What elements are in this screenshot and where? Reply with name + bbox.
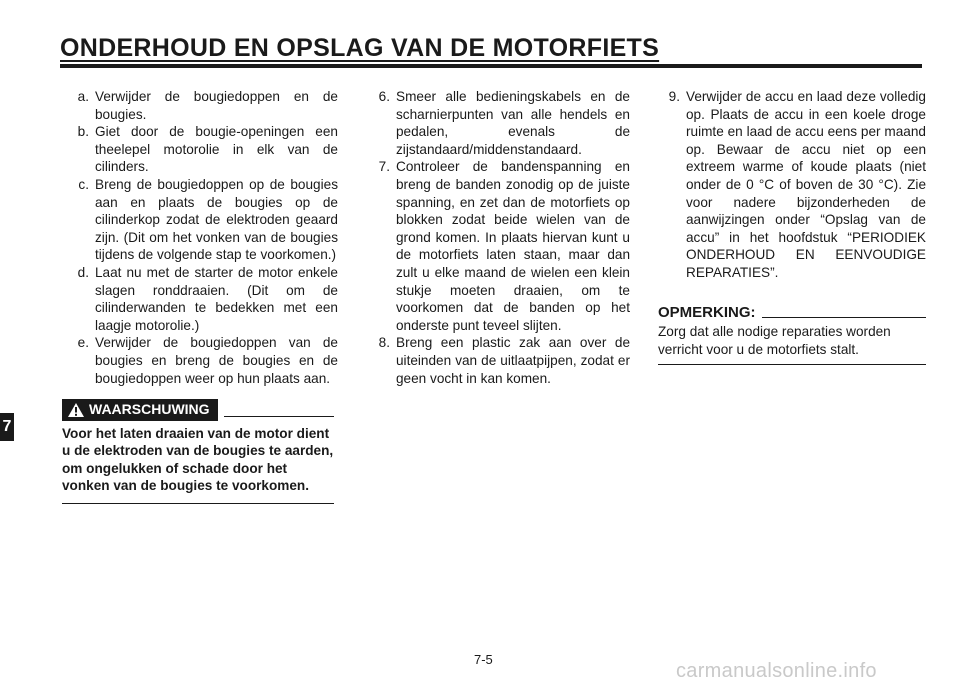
list-item [62,334,338,387]
list-item [368,334,630,387]
title-underline-rule [60,64,922,68]
list-item-text: Smeer alle bedieningskabels en de scharnierpunten van alle hendels en pedalen, evenals de zijstandaard/middenstandaard. [396,89,630,157]
list-item-text: Giet door de bougie-openingen een theelepel motorolie in elk van de cilinders. [95,124,338,175]
list-item [62,123,338,176]
column-1 [62,88,338,504]
list-item [658,88,926,282]
list-marker: a. [77,89,89,104]
chapter-tab: 7 [0,413,14,441]
note-box [658,304,926,366]
list-item-text: Verwijder de bougiedoppen van de bougies en breng de bougies en de bougiedoppen weer op hun plaats aan. [95,335,338,386]
warning-text: Voor het laten draaien van de motor dient u de elektroden van de bougies te aarden, om ongelukken of schade door het vonken van de bougies te voorkomen. [62,425,334,494]
list-item-text: Verwijder de bougiedoppen en de bougies. [95,89,338,122]
list-marker: b. [77,124,89,140]
note-label: OPMERKING: [658,303,756,321]
note-text: Zorg dat alle nodige reparaties worden verricht voor u de motorfiets stalt. [658,324,891,357]
substep-list [62,88,338,387]
warning-label: WAARSCHUWING [89,401,210,418]
list-item [368,158,630,334]
list-item-text: Breng een plastic zak aan over de uiteinden van de uitlaatpijpen, zodat er geen vocht in kan komen. [396,335,630,386]
list-marker: 8. [378,335,390,351]
list-item [368,88,630,158]
note-header [658,304,926,322]
list-marker: 7. [378,159,390,175]
list-item [62,88,338,123]
warning-triangle-icon [68,403,84,417]
list-item-text: Breng de bougiedoppen op de bougies aan en plaats de bougies op de cilinderkop zodat de elektroden geaard zijn. (Dit om het vonken van de bougies tijdens de volgende stap te voorkomen.) [95,176,338,263]
list-item-text: Laat nu met de starter de motor enkele slagen ronddraaien. (Dit om de cilinderwanden te bedekken met een laagje motorolie.) [95,264,338,333]
warning-rule [224,416,334,417]
note-bottom-rule [658,364,926,365]
list-marker: 6. [378,89,390,104]
warning-box [62,399,334,504]
page-number: 7-5 [474,652,493,667]
page-title: ONDERHOUD EN OPSLAG VAN DE MOTORFIETS [60,34,660,62]
list-marker: d. [77,264,89,280]
step-list [368,88,630,387]
step-list [658,88,926,282]
warning-bottom-rule [62,503,334,504]
note-rule [762,317,927,318]
watermark: carmanualsonline.info [676,660,877,682]
list-marker: c. [78,176,89,192]
list-item-text: Verwijder de accu en laad deze volledig op. Plaats de accu in een koele droge ruimte en laad de accu eens per maand op. Bewaar de accu niet op een extreem warme of koude plaats (niet onder de 0 °C of boven de 30 °C). Zie voor nadere bijzonderheden de aanwijzingen onder “Opslag van de accu” in het hoofdstuk “PERIODIEK ONDERHOUD EN EENVOUDIGE REPARATIES”. [686,89,926,280]
column-3 [658,88,926,365]
list-marker: e. [77,335,89,351]
list-item-text: Controleer de bandenspanning en breng de banden zonodig op de juiste spanning, en zet dan de motorfiets op blokken zodat beide wielen van de grond komen. In plaats hiervan kunt u de motorfiets laten staan, maar dan zult u elke maand de wielen een klein stukje moeten draaien, om te voorkomen dat de banden op het onderste punt teveel slijten. [396,159,630,333]
list-marker: 9. [668,89,680,104]
warning-badge [62,399,218,421]
list-item [62,176,338,264]
warning-header [62,399,334,421]
list-item [62,264,338,334]
column-2 [368,88,630,387]
